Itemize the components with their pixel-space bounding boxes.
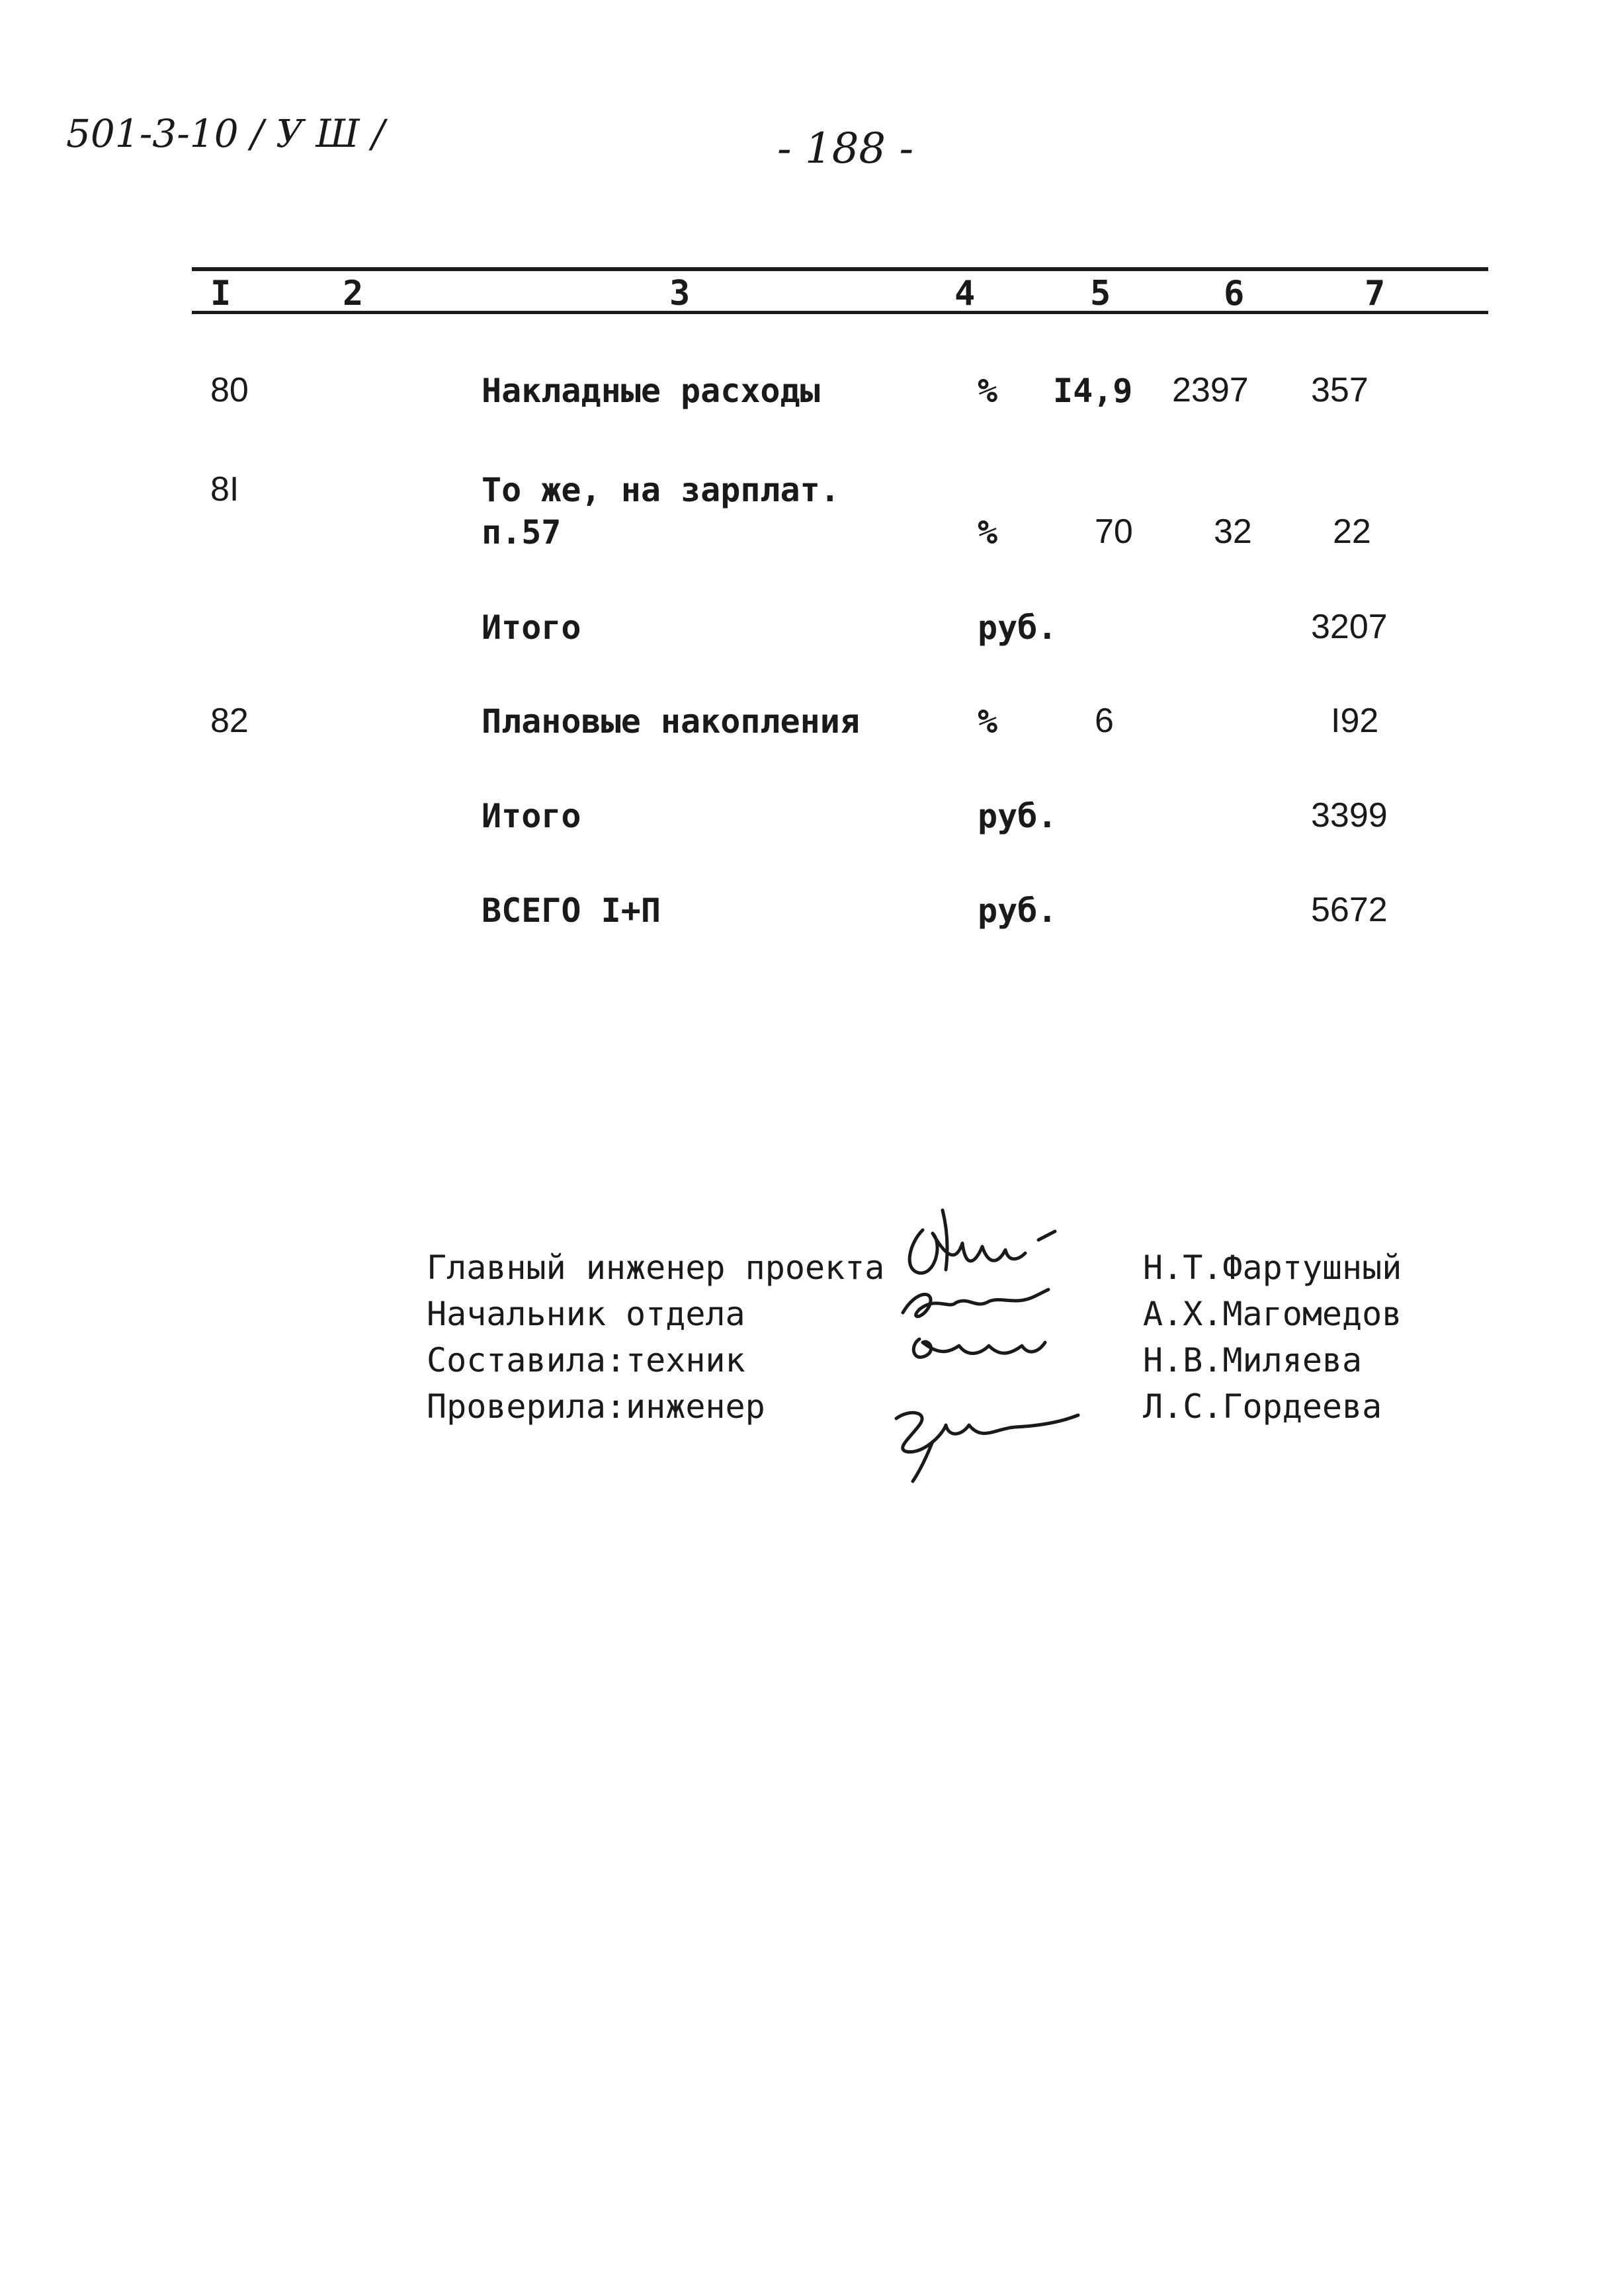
- signer-title: Проверила:инженер: [427, 1387, 765, 1426]
- row-description: Итого: [482, 797, 581, 835]
- row-unit: руб.: [978, 608, 1058, 647]
- row-unit: руб.: [978, 797, 1058, 835]
- signature-3-stroke: [913, 1339, 1045, 1357]
- row-unit: руб.: [978, 891, 1058, 930]
- row-base: 2397: [1172, 371, 1249, 409]
- column-header-1: I: [210, 274, 232, 313]
- signature-1-tick: [1038, 1231, 1055, 1240]
- row-amount: I92: [1331, 702, 1379, 740]
- signature-1-stroke: [909, 1230, 1025, 1273]
- row-number: 80: [210, 371, 249, 409]
- column-header-2: 2: [343, 274, 364, 313]
- row-amount: 3399: [1311, 796, 1388, 835]
- column-header-5: 5: [1090, 274, 1111, 313]
- row-unit: %: [978, 372, 998, 410]
- row-unit: %: [978, 513, 998, 552]
- row-base: 32: [1214, 512, 1252, 551]
- row-rate: 70: [1095, 512, 1133, 551]
- signer-name: Л.С.Гордеева: [1143, 1387, 1382, 1426]
- signer-title: Составила:техник: [427, 1341, 745, 1379]
- row-amount: 3207: [1311, 608, 1388, 646]
- signer-title: Главный инженер проекта: [427, 1249, 885, 1287]
- row-number: 8I: [210, 470, 239, 509]
- row-amount: 5672: [1311, 891, 1388, 929]
- signature-2-stroke: [903, 1290, 1048, 1317]
- row-description: Итого: [482, 608, 581, 647]
- column-header-4: 4: [954, 274, 976, 313]
- row-amount: 357: [1311, 371, 1369, 409]
- signature-4-stroke: [896, 1413, 1078, 1452]
- column-header-3: 3: [669, 274, 691, 313]
- row-description-line-1: То же, на зарплат.: [482, 471, 840, 509]
- document-code: 501-3-10 / У Ш /: [66, 111, 385, 156]
- row-description-line-2: п.57: [482, 513, 562, 552]
- signer-name: Н.В.Миляева: [1143, 1341, 1363, 1379]
- row-rate: I4,9: [1053, 372, 1133, 410]
- page-number: - 188 -: [777, 124, 914, 173]
- column-header-7: 7: [1365, 274, 1386, 313]
- table-header-rule: [192, 311, 1488, 314]
- signer-title: Начальник отдела: [427, 1295, 745, 1333]
- handwritten-signatures: [883, 1197, 1121, 1488]
- row-description: Накладные расходы: [482, 372, 820, 410]
- row-rate: 6: [1095, 702, 1114, 740]
- row-number: 82: [210, 702, 249, 740]
- row-amount: 22: [1333, 512, 1371, 551]
- column-header-6: 6: [1224, 274, 1245, 313]
- row-description: ВСЕГО I+П: [482, 891, 661, 930]
- signature-1-flourish: [943, 1210, 947, 1270]
- row-unit: %: [978, 702, 998, 741]
- row-description: Плановые накопления: [482, 702, 860, 741]
- signer-name: А.Х.Магомедов: [1143, 1295, 1402, 1333]
- table-top-rule: [192, 267, 1488, 271]
- signer-name: Н.Т.Фартушный: [1143, 1249, 1402, 1287]
